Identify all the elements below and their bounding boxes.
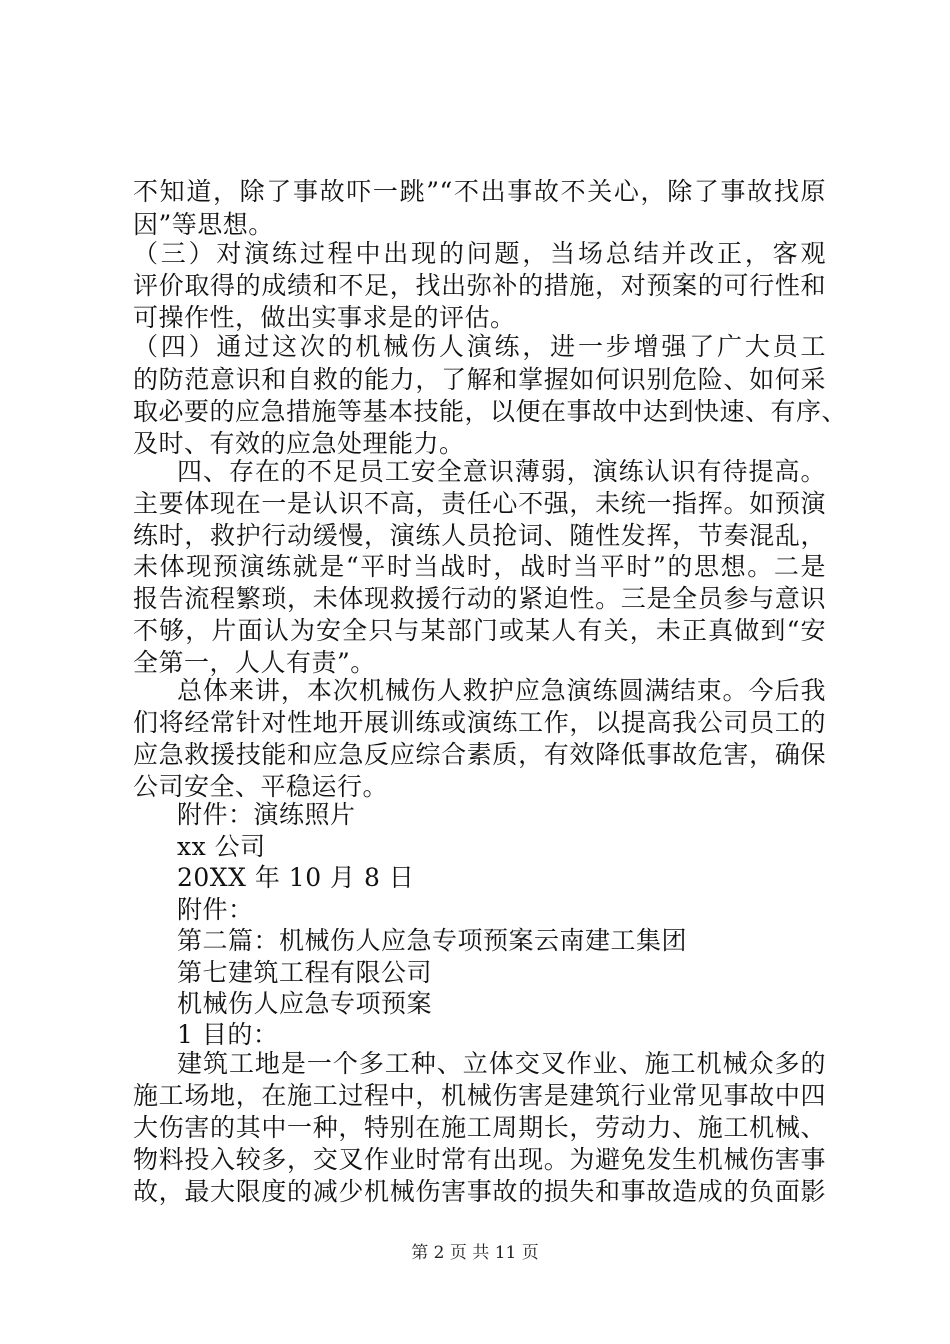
paragraph-line: 四、存在的不足员工安全意识薄弱，演练认识有待提高。 [177,457,826,486]
paragraph-line: 物料投入较多，交叉作业时常有出现。为避免发生机械伤害事 [133,1145,826,1174]
paragraph-line: 可操作性，做出实事求是的评估。 [133,303,516,332]
paragraph-line: （三）对演练过程中出现的问题，当场总结并改正，客观 [133,239,826,268]
paragraph-line: 及时、有效的应急处理能力。 [133,429,465,458]
paragraph-line: （四）通过这次的机械伤人演练，进一步增强了广大员工 [133,332,826,361]
paragraph-line: 们将经常针对性地开展训练或演练工作，以提高我公司员工的 [133,708,826,737]
paragraph-line: 施工场地，在施工过程中，机械伤害是建筑行业常见事故中四 [133,1081,826,1110]
paragraph-line: 应急救援技能和应急反应综合素质，有效降低事故危害，确保 [133,740,826,769]
paragraph-line: 总体来讲，本次机械伤人救护应急演练圆满结束。今后我 [177,676,826,705]
paragraph-line: 大伤害的其中一种，特别在施工周期长，劳动力、施工机械、 [133,1113,826,1142]
page-number: 第 2 页 共 11 页 [411,1243,539,1263]
date-line: 20XX 年 10 月 8 日 [177,863,415,892]
paragraph-line: 故，最大限度的减少机械伤害事故的损失和事故造成的负面影 [133,1177,826,1206]
attachment-line: 附件：演练照片 [177,800,356,829]
paragraph-line: 因”等思想。 [133,210,274,239]
paragraph-line: 评价取得的成绩和不足，找出弥补的措施，对预案的可行性和 [133,271,826,300]
paragraph-line: 的防范意识和自救的能力，了解和掌握如何识别危险、如何采 [133,365,826,394]
section-title-line: 第七建筑工程有限公司 [177,958,433,987]
paragraph-line: 全第一，人人有责”。 [133,648,376,677]
paragraph-line: 主要体现在一是认识不高，责任心不强，未统一指挥。如预演 [133,489,826,518]
paragraph-line: 练时，救护行动缓慢，演练人员抢词、随性发挥，节奏混乱， [133,521,826,550]
paragraph-line: 不够，片面认为安全只与某部门或某人有关，未正真做到“安 [133,616,826,645]
section-title-line: 第二篇：机械伤人应急专项预案云南建工集团 [177,926,688,955]
section-title-line: 机械伤人应急专项预案 [177,989,433,1018]
paragraph-line: 取必要的应急措施等基本技能，以便在事故中达到快速、有序、 [133,397,848,426]
paragraph-line: 不知道，除了事故吓一跳”“不出事故不关心，除了事故找原 [133,177,826,206]
paragraph-line: 建筑工地是一个多工种、立体交叉作业、施工机械众多的 [177,1049,826,1078]
paragraph-line: 未体现预演练就是“平时当战时，战时当平时”的思想。二是 [133,552,826,581]
company-line: xx 公司 [177,832,266,861]
paragraph-line: 公司安全、平稳运行。 [133,772,389,801]
attachment-line: 附件： [177,895,254,924]
paragraph-line: 报告流程繁琐，未体现救援行动的紧迫性。三是全员参与意识 [133,584,826,613]
heading-line: 1 目的： [177,1020,279,1049]
